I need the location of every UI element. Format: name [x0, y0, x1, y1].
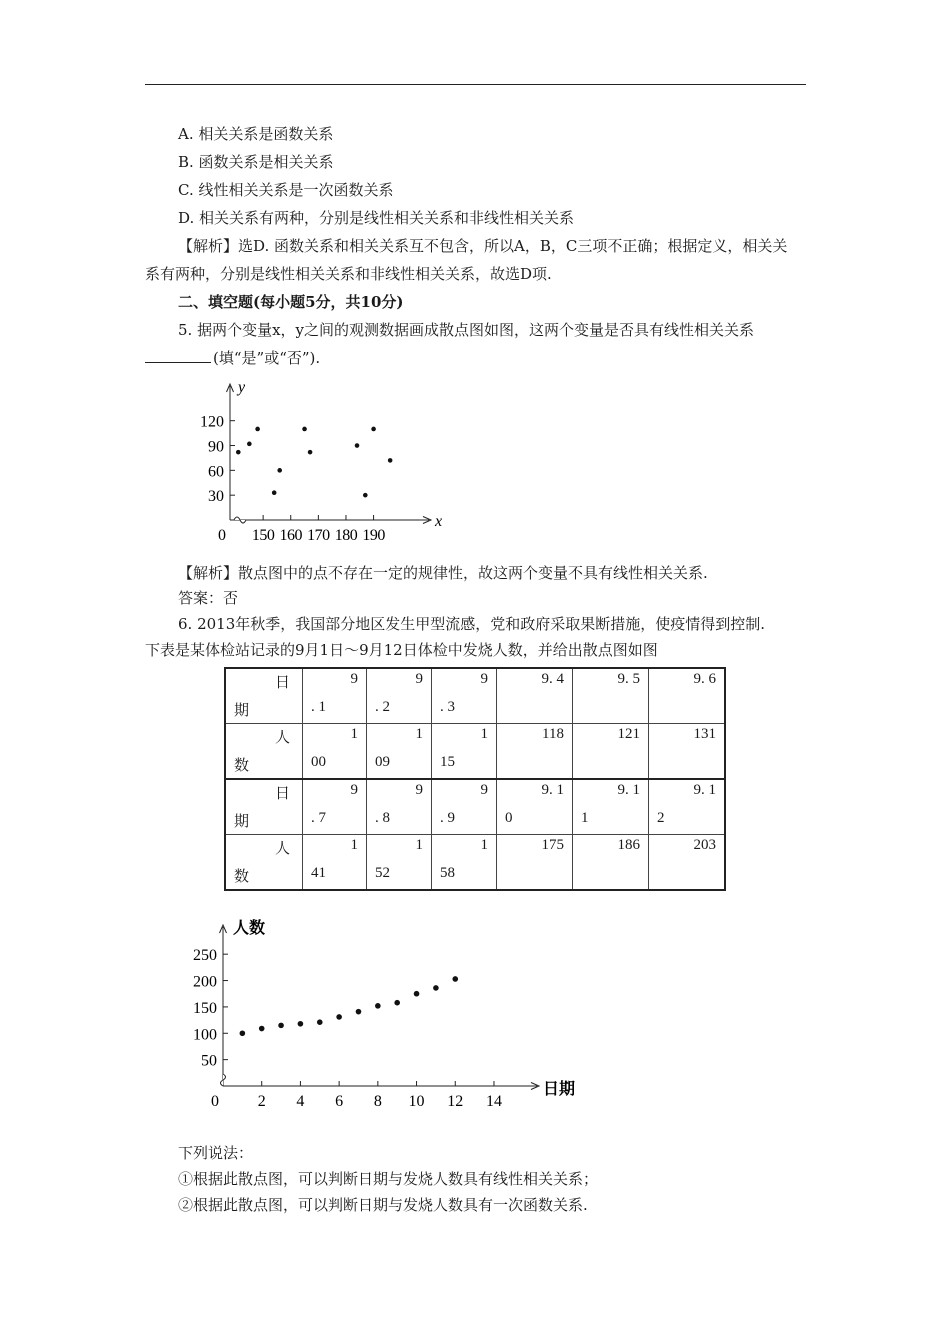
- y-axis-label: 人数: [233, 920, 266, 937]
- y-axis-label: y: [238, 379, 246, 396]
- table-cell: [649, 835, 726, 891]
- table-cell: [573, 779, 649, 835]
- x-tick-label: 14: [485, 1093, 502, 1110]
- cell-text-top: 186: [617, 837, 640, 853]
- y-tick-label: 50: [201, 1052, 217, 1070]
- data-point: [317, 1019, 323, 1025]
- option-d: D. 相关关系有两种，分别是线性相关关系和非线性相关关系: [178, 209, 575, 227]
- table-cell: [497, 724, 573, 780]
- analysis-2: 【解析】散点图中的点不存在一定的规律性，故这两个变量不具有线性相关关系.: [178, 564, 708, 582]
- cell-text-top: 9. 1: [617, 782, 640, 798]
- cell-text-top: 203: [693, 837, 716, 853]
- y-tick-label: 30: [208, 488, 224, 506]
- cell-text-bottom: 41: [311, 865, 326, 881]
- cell-text-bottom: . 2: [375, 699, 390, 715]
- table-cell: [367, 668, 432, 724]
- cell-text-top: 1: [350, 726, 358, 742]
- data-point: [278, 1023, 284, 1029]
- table-row: [225, 668, 725, 724]
- x-tick-label: 10: [408, 1093, 425, 1110]
- cell-text-top: 日: [274, 675, 290, 691]
- y-tick-label: 120: [200, 413, 224, 431]
- data-point: [240, 1030, 246, 1036]
- table-cell: [225, 835, 303, 891]
- statement-2: ②根据此散点图，可以判断日期与发烧人数具有一次函数关系.: [178, 1196, 588, 1214]
- data-point: [375, 1003, 381, 1009]
- cell-text-top: 131: [693, 726, 716, 742]
- x-tick-label: 180: [334, 527, 358, 544]
- cell-text-top: 1: [480, 837, 488, 853]
- cell-text-top: 175: [541, 837, 564, 853]
- table-row: [225, 724, 725, 780]
- question-5-suffix: (填“是”或“否”).: [213, 349, 321, 367]
- cell-text-bottom: 00: [311, 754, 326, 770]
- answer-blank[interactable]: [145, 348, 211, 363]
- cell-text-top: 9. 4: [541, 671, 564, 687]
- data-point: [259, 1026, 265, 1032]
- x-tick-label: 6: [335, 1093, 344, 1110]
- table-cell: [303, 779, 367, 835]
- y-tick-label: 60: [208, 463, 224, 481]
- x-tick-label: 12: [447, 1093, 464, 1110]
- data-point: [302, 427, 307, 432]
- cell-text-top: 9. 1: [541, 782, 564, 798]
- cell-text-top: 1: [350, 837, 358, 853]
- data-point: [433, 985, 439, 991]
- data-point: [236, 450, 241, 455]
- table-row: [225, 779, 725, 835]
- table-cell: [303, 668, 367, 724]
- option-b: B. 函数关系是相关关系: [178, 153, 334, 171]
- table-cell: [432, 779, 497, 835]
- table-cell: [573, 835, 649, 891]
- data-point: [452, 976, 458, 982]
- data-point: [356, 1009, 362, 1015]
- x-tick-label: 170: [307, 527, 330, 544]
- cell-text-bottom: 58: [440, 865, 455, 881]
- table-cell: [432, 835, 497, 891]
- cell-text-top: 9: [350, 782, 358, 798]
- y-tick-label: 250: [193, 947, 217, 965]
- cell-text-top: 9: [415, 671, 423, 687]
- data-point: [371, 427, 376, 432]
- cell-text-top: 人: [274, 730, 290, 746]
- cell-text-top: 121: [617, 726, 640, 742]
- data-point: [277, 468, 282, 473]
- table-cell: [303, 835, 367, 891]
- header-rule: [145, 84, 806, 85]
- analysis-1-line-2: 系有两种，分别是线性相关关系和非线性相关关系，故选D项.: [145, 265, 552, 283]
- cell-text-bottom: 09: [375, 754, 390, 770]
- table-cell: [497, 668, 573, 724]
- table-cell: [367, 724, 432, 780]
- x-axis-label: 日期: [543, 1081, 576, 1098]
- table-cell: [432, 668, 497, 724]
- cell-text-bottom: 数: [234, 869, 250, 885]
- cell-text-top: 人: [274, 841, 290, 857]
- table-cell: [649, 668, 726, 724]
- cell-text-top: 1: [415, 726, 423, 742]
- origin-label: 0: [211, 1093, 219, 1110]
- data-point: [394, 1000, 400, 1006]
- table-cell: [573, 668, 649, 724]
- axis-break-mark: [234, 517, 246, 523]
- cell-text-top: 9: [480, 671, 488, 687]
- x-tick-label: 4: [296, 1093, 305, 1110]
- x-tick-label: 150: [251, 527, 275, 544]
- analysis-1-line-1: 【解析】选D. 函数关系和相关关系互不包含，所以A，B，C三项不正确；根据定义，相关关: [178, 237, 788, 255]
- cell-text-top: 9. 1: [693, 782, 716, 798]
- table-cell: [649, 724, 726, 780]
- y-tick-label: 200: [193, 973, 217, 991]
- cell-text-bottom: 1: [581, 810, 589, 826]
- table-cell: [649, 779, 726, 835]
- cell-text-bottom: 0: [505, 810, 513, 826]
- y-tick-label: 100: [193, 1026, 217, 1044]
- question-5-line-1: 5. 据两个变量x，y之间的观测数据画成散点图如图，这两个变量是否具有线性相关关系: [178, 321, 755, 339]
- question-5-line-2: [145, 348, 320, 368]
- scatter-chart-xy: [180, 372, 443, 547]
- x-axis-label: x: [435, 513, 443, 530]
- cell-text-top: 118: [542, 726, 564, 742]
- question-6-line-2: 下表是某体检站记录的9月1日～9月12日体检中发烧人数，并给出散点图如图: [145, 641, 658, 659]
- option-c: C. 线性相关关系是一次函数关系: [178, 181, 394, 199]
- table-cell: [225, 724, 303, 780]
- data-point: [308, 450, 313, 455]
- table-cell: [303, 724, 367, 780]
- data-point: [355, 443, 360, 448]
- cell-text-bottom: . 3: [440, 699, 455, 715]
- x-tick-label: 8: [373, 1093, 382, 1110]
- x-tick-label: 160: [279, 527, 302, 544]
- data-point: [336, 1014, 342, 1020]
- scatter-chart-fever: [180, 905, 576, 1120]
- data-point: [363, 493, 368, 498]
- cell-text-bottom: . 8: [375, 810, 390, 826]
- cell-text-top: 日: [274, 786, 290, 802]
- cell-text-top: 9: [415, 782, 423, 798]
- statements-intro: 下列说法：: [178, 1144, 254, 1162]
- fever-count-table: [224, 667, 726, 891]
- cell-text-top: 1: [415, 837, 423, 853]
- table-cell: [225, 668, 303, 724]
- table-cell: [497, 835, 573, 891]
- question-6-line-1: 6. 2013年秋季，我国部分地区发生甲型流感，党和政府采取果断措施，使疫情得到控制.: [178, 615, 766, 633]
- cell-text-bottom: . 9: [440, 810, 455, 826]
- origin-label: 0: [218, 527, 226, 544]
- table-cell: [573, 724, 649, 780]
- option-a: A. 相关关系是函数关系: [178, 125, 334, 143]
- y-tick-label: 90: [208, 438, 224, 456]
- cell-text-top: 9. 5: [617, 671, 640, 687]
- data-point: [388, 458, 393, 463]
- data-point: [247, 442, 252, 447]
- y-tick-label: 150: [193, 999, 217, 1017]
- cell-text-top: 1: [480, 726, 488, 742]
- cell-text-bottom: . 1: [311, 699, 326, 715]
- x-tick-label: 2: [257, 1093, 266, 1110]
- data-point: [298, 1021, 304, 1027]
- cell-text-bottom: 期: [234, 814, 250, 830]
- table-cell: [367, 835, 432, 891]
- cell-text-top: 9: [350, 671, 358, 687]
- table-cell: [497, 779, 573, 835]
- axis-break-mark: [221, 1074, 226, 1086]
- cell-text-bottom: 2: [657, 810, 665, 826]
- cell-text-top: 9: [480, 782, 488, 798]
- statement-1: ①根据此散点图，可以判断日期与发烧人数具有线性相关关系；: [178, 1170, 599, 1188]
- cell-text-bottom: 52: [375, 865, 390, 881]
- x-tick-label: 190: [362, 527, 385, 544]
- data-point: [414, 991, 420, 997]
- cell-text-bottom: 15: [440, 754, 455, 770]
- table-row: [225, 835, 725, 891]
- table-cell: [432, 724, 497, 780]
- table-cell: [367, 779, 432, 835]
- answer-line: 答案：否: [178, 589, 239, 607]
- cell-text-bottom: 数: [234, 758, 250, 774]
- data-point: [272, 490, 277, 495]
- section-heading: 二、填空题(每小题5分，共10分): [178, 293, 404, 311]
- data-point: [255, 427, 260, 432]
- cell-text-bottom: 期: [234, 703, 250, 719]
- cell-text-bottom: . 7: [311, 810, 326, 826]
- cell-text-top: 9. 6: [693, 671, 716, 687]
- table-cell: [225, 779, 303, 835]
